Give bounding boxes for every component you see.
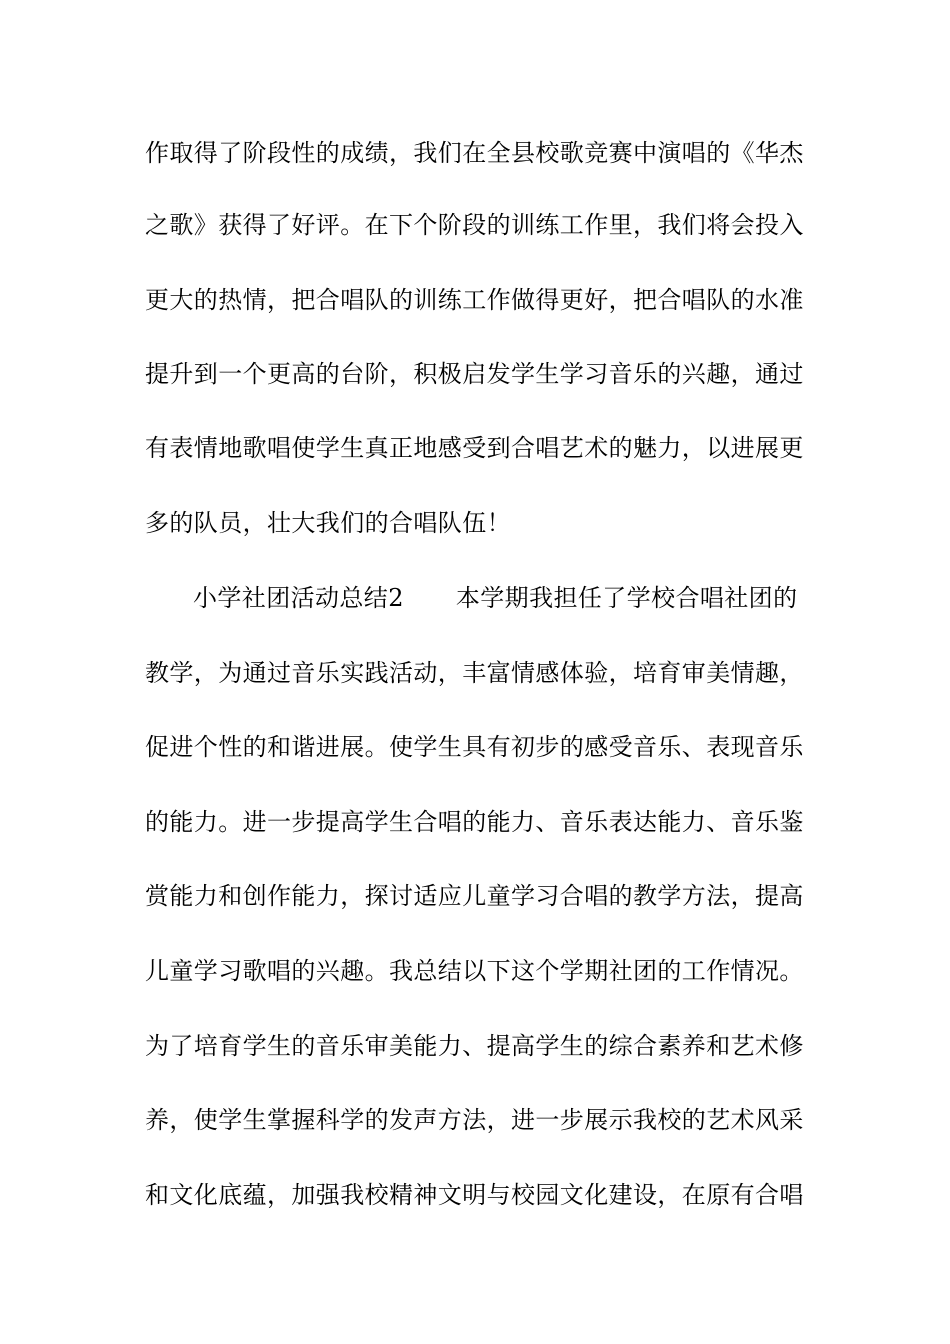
text-line-12: 儿童学习歌唱的兴趣。我总结以下这个学期社团的工作情况。 <box>145 957 804 985</box>
section-heading: 小学社团活动总结2 <box>193 584 404 612</box>
text-line-5: 有表情地歌唱使学生真正地感受到合唱艺术的魅力，以进展更 <box>145 434 804 462</box>
paragraph-start: 本学期我担任了学校合唱社团的 <box>455 584 798 612</box>
text-line-11: 赏能力和创作能力，探讨适应儿童学习合唱的教学方法，提高 <box>145 882 804 910</box>
text-line-13: 为了培育学生的音乐审美能力、提高学生的综合素养和艺术修 <box>145 1032 804 1060</box>
text-line-4: 提升到一个更高的台阶，积极启发学生学习音乐的兴趣，通过 <box>145 360 804 388</box>
text-line-8: 教学，为通过音乐实践活动，丰富情感体验，培育审美情趣， <box>145 659 804 687</box>
text-line-10: 的能力。进一步提高学生合唱的能力、音乐表达能力、音乐鉴 <box>145 808 804 836</box>
text-line-2: 之歌》获得了好评。在下个阶段的训练工作里，我们将会投入 <box>145 211 804 239</box>
text-line-6: 多的队员，壮大我们的合唱队伍！ <box>145 509 511 537</box>
text-line-9: 促进个性的和谐进展。使学生具有初步的感受音乐、表现音乐 <box>145 733 804 761</box>
text-line-1: 作取得了阶段性的成绩，我们在全县校歌竞赛中演唱的《华杰 <box>145 139 804 167</box>
section-heading-line <box>193 583 863 613</box>
text-line-15: 和文化底蕴，加强我校精神文明与校园文化建设，在原有合唱 <box>145 1181 804 1209</box>
text-line-3: 更大的热情，把合唱队的训练工作做得更好，把合唱队的水准 <box>145 286 804 314</box>
text-line-14: 养，使学生掌握科学的发声方法，进一步展示我校的艺术风采 <box>145 1106 804 1134</box>
